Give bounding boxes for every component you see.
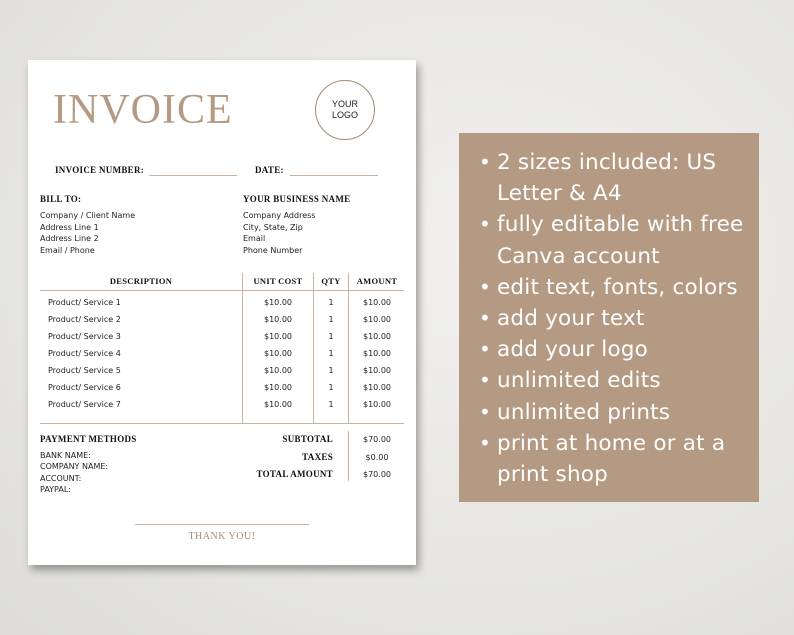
bill-to-line: Company / Client Name — [40, 211, 136, 220]
logo-placeholder — [315, 80, 375, 140]
total-amount-label: TOTAL AMOUNT — [256, 469, 333, 479]
payment-line: COMPANY NAME: — [40, 462, 109, 472]
invoice-page — [28, 60, 416, 565]
features-panel — [459, 133, 759, 502]
col-header-qty: QTY — [321, 276, 341, 286]
col-header-amount: AMOUNT — [356, 276, 398, 286]
row-qty: 1 — [328, 332, 334, 341]
col-header-description: DESCRIPTION — [109, 276, 173, 286]
business-line: Email — [243, 234, 266, 243]
features-list — [459, 133, 759, 490]
bill-to-line: Address Line 2 — [40, 234, 99, 243]
row-unit-cost: $10.00 — [264, 400, 292, 409]
feature-item: • 2 sizes included: US Letter & A4 — [479, 147, 759, 209]
row-amount: $10.00 — [363, 349, 391, 358]
business-line: Phone Number — [243, 245, 303, 255]
subtotal-label: SUBTOTAL — [282, 434, 333, 444]
row-qty: 1 — [328, 366, 334, 375]
row-description: Product/ Service 7 — [48, 400, 121, 409]
row-unit-cost: $10.00 — [264, 298, 292, 307]
payment-line: PAYPAL: — [40, 484, 71, 494]
table-header-rule — [40, 290, 404, 291]
row-unit-cost: $10.00 — [264, 366, 292, 375]
row-amount: $10.00 — [363, 315, 391, 324]
table-bottom-rule — [40, 423, 404, 424]
business-line: City, State, Zip — [243, 222, 303, 232]
invoice-number-line — [149, 175, 237, 176]
row-unit-cost: $10.00 — [264, 315, 292, 324]
business-line: Company Address — [243, 211, 316, 220]
row-description: Product/ Service 6 — [48, 383, 121, 392]
row-description: Product/ Service 3 — [48, 332, 121, 341]
row-amount: $10.00 — [363, 383, 391, 392]
payment-methods-heading: PAYMENT METHODS — [40, 434, 137, 444]
row-amount: $10.00 — [363, 400, 391, 409]
row-qty: 1 — [328, 383, 334, 392]
row-description: Product/ Service 5 — [48, 366, 121, 375]
total-amount-value: $70.00 — [363, 470, 391, 479]
feature-item: • unlimited edits — [479, 365, 759, 396]
subtotal-value: $70.00 — [363, 435, 391, 444]
row-unit-cost: $10.00 — [264, 332, 292, 341]
col-header-unit-cost: UNIT COST — [253, 276, 303, 286]
feature-item: • add your logo — [479, 334, 759, 365]
taxes-label: TAXES — [302, 452, 333, 462]
business-heading: YOUR BUSINESS NAME — [243, 194, 351, 204]
date-line — [290, 175, 378, 176]
bill-to-heading: BILL TO: — [40, 194, 82, 204]
row-qty: 1 — [328, 315, 334, 324]
row-unit-cost: $10.00 — [264, 349, 292, 358]
invoice-number-label: INVOICE NUMBER: — [55, 165, 145, 175]
date-label: DATE: — [255, 165, 284, 175]
payment-line: BANK NAME: — [40, 451, 91, 460]
row-description: Product/ Service 4 — [48, 349, 121, 358]
feature-item: • unlimited prints — [479, 397, 759, 428]
row-qty: 1 — [328, 349, 334, 358]
payment-methods-block — [40, 450, 108, 495]
row-qty: 1 — [328, 400, 334, 409]
row-unit-cost: $10.00 — [264, 383, 292, 392]
row-description: Product/ Service 1 — [48, 298, 121, 307]
logo-text-line2: LOGO — [331, 110, 358, 120]
bill-to-line: Email / Phone — [40, 245, 95, 255]
business-block — [243, 210, 315, 256]
row-amount: $10.00 — [363, 366, 391, 375]
row-description: Product/ Service 2 — [48, 315, 121, 324]
logo-text-line1: YOUR — [331, 99, 358, 109]
row-amount: $10.00 — [363, 298, 391, 307]
thank-you-rule — [135, 524, 309, 525]
bill-to-line: Address Line 1 — [40, 222, 99, 232]
thank-you-text: THANK YOU! — [188, 531, 256, 542]
feature-item: • edit text, fonts, colors — [479, 272, 759, 303]
row-amount: $10.00 — [363, 332, 391, 341]
feature-item: • add your text — [479, 303, 759, 334]
feature-item: • fully editable with free Canva account — [479, 209, 759, 271]
taxes-value: $0.00 — [365, 453, 389, 462]
feature-item: • print at home or at a print shop — [479, 428, 759, 490]
bill-to-block — [40, 210, 135, 256]
row-qty: 1 — [328, 298, 334, 307]
payment-line: ACCOUNT: — [40, 473, 82, 483]
totals-divider — [348, 431, 349, 481]
invoice-title: INVOICE — [53, 87, 233, 133]
